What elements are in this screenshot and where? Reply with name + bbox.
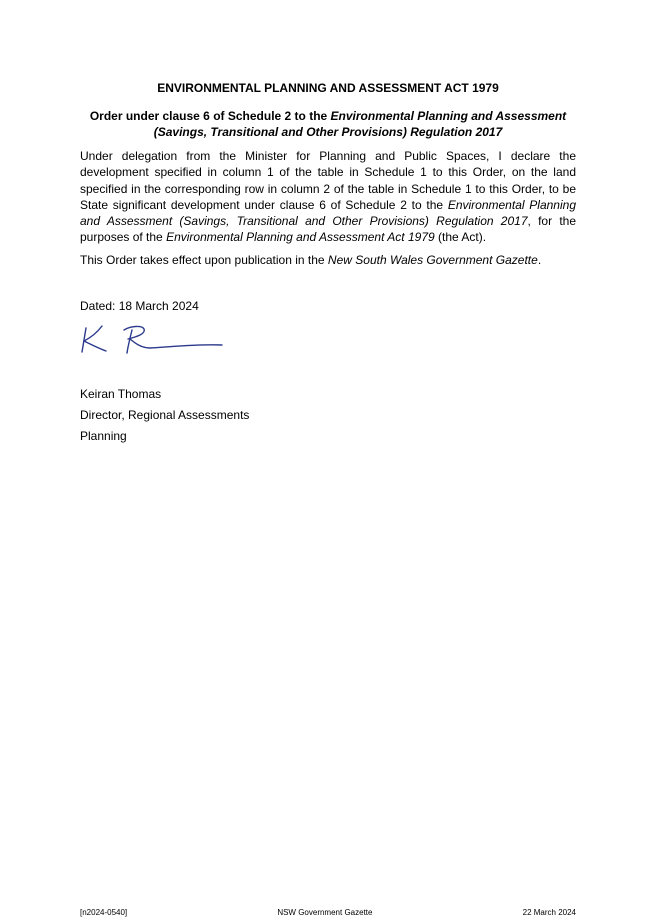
handwritten-signature xyxy=(80,320,230,360)
document-page xyxy=(80,80,576,447)
act-title: ENVIRONMENTAL PLANNING AND ASSESSMENT ACT 1979 xyxy=(157,81,499,95)
page-footer xyxy=(80,908,576,918)
order-title-regulation: Environmental Planning and Assessment (Savings, Transitional and Other Provisions) Regulation 2017 xyxy=(153,109,567,139)
order-title xyxy=(80,108,576,140)
declaration-text-3: (the Act). xyxy=(434,230,487,245)
footer-notice-id: [n2024-0540] xyxy=(80,908,128,917)
dated-line: Dated: 18 March 2024 xyxy=(80,299,199,314)
declaration-paragraph xyxy=(80,148,576,246)
effect-text-2: . xyxy=(537,252,542,267)
footer-date: 22 March 2024 xyxy=(522,908,576,917)
signatory-name: Keiran Thomas xyxy=(80,387,162,402)
declaration-text-2: , for the purposes of the xyxy=(80,214,577,245)
declaration-text-1: Under delegation from the Minister for Planning and Public Spaces, I declare the development specified in column 1 of the table in Schedule 1 to this Order, on the land specified in the corresponding row in column 2 of the table in Schedule 1 to this Order, to be State significant development under clause 6 of Schedule 2 to the xyxy=(80,149,576,212)
effect-text-1: This Order takes effect upon publication in the xyxy=(80,252,328,267)
signatory-title: Director, Regional Assessments xyxy=(80,408,250,423)
signatory-department: Planning xyxy=(80,429,127,444)
gazette-name: New South Wales Government Gazette xyxy=(327,252,538,267)
declaration-regulation-name: Environmental Planning and Assessment (Savings, Transitional and Other Provisions) Regulation 2017 xyxy=(80,197,576,229)
order-title-prefix: Order under clause 6 of Schedule 2 to the xyxy=(89,109,331,123)
footer-publication: NSW Government Gazette xyxy=(277,908,373,917)
declaration-act-name: Environmental Planning and Assessment Act 1979 xyxy=(166,230,435,245)
signatory-block xyxy=(80,384,576,447)
effect-paragraph xyxy=(80,252,576,268)
